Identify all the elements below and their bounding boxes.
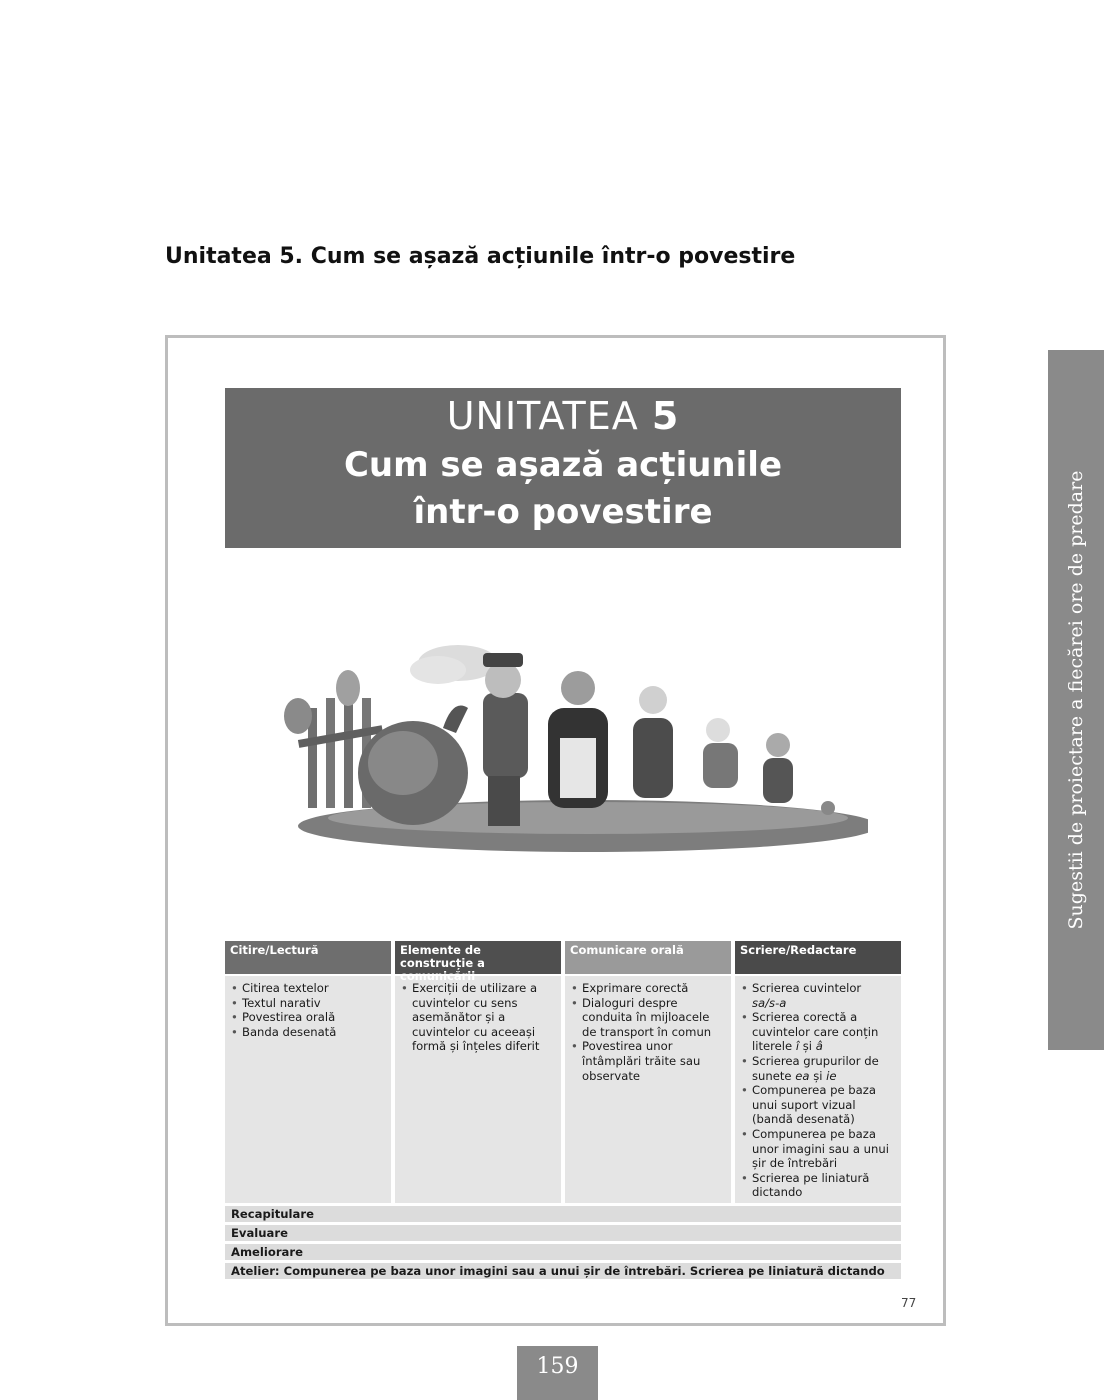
column-header-communication-elements: Elemente de construcție a comunicării — [395, 941, 561, 974]
turnip-story-illustration-icon — [268, 618, 868, 868]
unit-number: 5 — [651, 394, 680, 438]
unit-title-line1: Cum se așază acțiunile — [343, 445, 783, 485]
list-item: • Exerciții de utilizare a cuvintelor cu sens asemănător și a cuvintelor cu aceeași formă și înțeles diferit — [401, 981, 557, 1054]
side-tab — [1048, 350, 1104, 1050]
column-communication-elements — [395, 941, 561, 1203]
list-item: • Banda desenată — [231, 1025, 387, 1040]
list-item: • Povestirea unor întâmplări trăite sau observate — [571, 1039, 727, 1083]
page-number: 159 — [517, 1346, 598, 1400]
unit-word: UNITATEA — [446, 394, 639, 438]
dog-body — [703, 743, 738, 788]
mouse — [821, 801, 835, 815]
list-item: • Dialoguri despre conduita în mijloacele de transport în comun — [571, 996, 727, 1040]
side-tab-label: Sugestii de proiectare a fiecărei ore de predare — [1065, 470, 1087, 930]
list-item: • Compunerea pe baza unui suport vizual (bandă desenată) — [741, 1083, 897, 1127]
unit-banner — [225, 388, 901, 548]
list-item: • Textul narativ — [231, 996, 387, 1011]
curriculum-table — [225, 941, 901, 1279]
grandma-head — [561, 671, 595, 705]
band-improvement: Ameliorare — [225, 1244, 901, 1260]
inner-page-number: 77 — [901, 1296, 917, 1310]
list-item: • Scrierea pe liniatură dictando — [741, 1171, 897, 1200]
band-evaluation: Evaluare — [225, 1225, 901, 1241]
list-item: • Exprimare corectă — [571, 981, 727, 996]
grandpa-head — [485, 662, 521, 698]
jug-1 — [284, 698, 312, 734]
unit-title-line2: într-o povestire — [413, 492, 713, 532]
grandpa-hat — [483, 653, 523, 667]
grandma-apron — [560, 738, 596, 798]
column-header-reading: Citire/Lectură — [225, 941, 391, 974]
turnip-leaves — [443, 706, 468, 734]
list-item: • Povestirea orală — [231, 1010, 387, 1025]
cat-body — [763, 758, 793, 803]
fence-post-3 — [344, 688, 353, 808]
list-item: • Compunerea pe baza unor imagini sau a unui șir de întrebări — [741, 1127, 897, 1171]
page-scan-frame — [165, 335, 946, 1326]
dog-head — [706, 718, 730, 742]
fence-post-2 — [326, 698, 335, 808]
turnip-shade — [368, 731, 438, 795]
cat-head — [766, 733, 790, 757]
girl-head — [639, 686, 667, 714]
grandpa-body — [483, 693, 528, 778]
grandpa-legs — [488, 776, 520, 826]
list-item: • Scrierea corectă a cuvintelor care conțin literele î și â — [741, 1010, 897, 1054]
list-item: • Citirea textelor — [231, 981, 387, 996]
page-title: Unitatea 5. Cum se așază acțiunile într-o povestire — [165, 244, 796, 269]
column-reading — [225, 941, 391, 1203]
jug-2 — [336, 670, 360, 706]
cloud-2 — [410, 656, 466, 684]
column-header-writing: Scriere/Redactare — [735, 941, 901, 974]
column-writing — [735, 941, 901, 1203]
unit-label — [225, 394, 901, 438]
band-workshop: Atelier: Compunerea pe baza unor imagini sau a unui șir de întrebări. Scrierea pe liniatură dictando — [225, 1263, 901, 1279]
band-recap: Recapitulare — [225, 1206, 901, 1222]
girl-body — [633, 718, 673, 798]
column-oral-communication — [565, 941, 731, 1203]
list-item: • Scrierea grupurilor de sunete ea și ie — [741, 1054, 897, 1083]
list-item: • Scrierea cuvintelor sa/s-a — [741, 981, 897, 1010]
column-header-oral-communication: Comunicare orală — [565, 941, 731, 974]
